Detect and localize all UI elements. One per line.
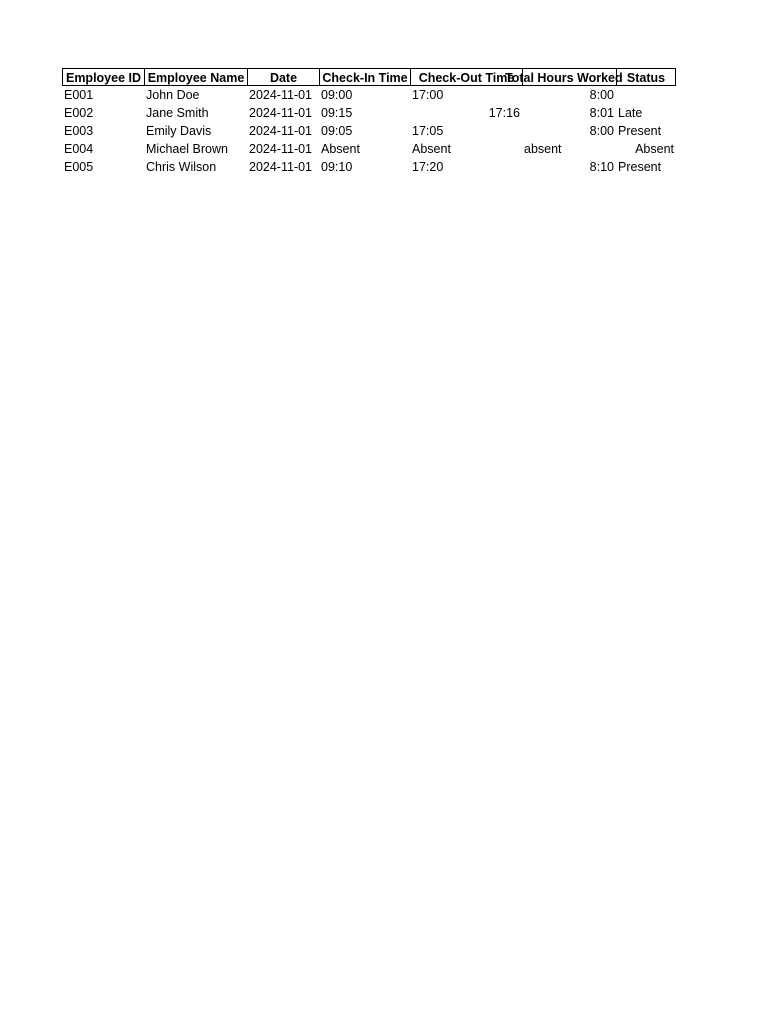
cell-date[interactable]: 2024-11-01	[249, 124, 313, 138]
cell-total-hours-worked[interactable]: 8:01	[589, 106, 614, 120]
cell-total-hours-worked[interactable]: 8:00	[589, 124, 614, 138]
cell-date[interactable]: 2024-11-01	[249, 160, 313, 174]
header-check-in-time[interactable]: Check-In Time	[319, 68, 410, 86]
cell-employee-name[interactable]: John Doe	[146, 88, 200, 102]
header-employee-id[interactable]: Employee ID	[62, 68, 144, 86]
cell-employee-name[interactable]: Emily Davis	[146, 124, 212, 138]
cell-check-in-time[interactable]: 09:05	[321, 124, 353, 138]
cell-check-out-time[interactable]: 17:00	[412, 88, 444, 102]
cell-check-in-time[interactable]: Absent	[321, 142, 360, 156]
cell-total-hours-worked[interactable]: 8:10	[589, 160, 614, 174]
cell-employee-id[interactable]: E004	[64, 142, 94, 156]
header-status[interactable]: Status	[616, 68, 676, 86]
cell-employee-id[interactable]: E002	[64, 106, 94, 120]
cell-check-out-time[interactable]: 17:05	[412, 124, 444, 138]
cell-check-out-time[interactable]: 17:20	[412, 160, 444, 174]
cell-date[interactable]: 2024-11-01	[249, 88, 313, 102]
cell-date[interactable]: 2024-11-01	[249, 106, 313, 120]
cell-employee-id[interactable]: E003	[64, 124, 94, 138]
cell-status[interactable]: Absent	[635, 142, 674, 156]
cell-check-in-time[interactable]: 09:10	[321, 160, 353, 174]
cell-employee-id[interactable]: E001	[64, 88, 94, 102]
header-check-out-time[interactable]: Check-Out Time	[410, 68, 522, 86]
cell-check-out-time[interactable]: Absent	[412, 142, 451, 156]
cell-employee-id[interactable]: E005	[64, 160, 94, 174]
cell-status[interactable]: Late	[618, 106, 643, 120]
cell-date[interactable]: 2024-11-01	[249, 142, 313, 156]
header-total-hours-worked[interactable]: Total Hours Worked	[522, 68, 616, 86]
header-employee-name[interactable]: Employee Name	[144, 68, 247, 86]
cell-check-out-extra[interactable]: 17:16	[488, 106, 520, 120]
cell-employee-name[interactable]: Chris Wilson	[146, 160, 217, 174]
cell-check-out-extra[interactable]: absent	[524, 142, 562, 156]
cell-total-hours-worked[interactable]	[522, 140, 616, 158]
cell-status[interactable]: Present	[618, 160, 662, 174]
cell-check-in-time[interactable]: 09:15	[321, 106, 353, 120]
cell-employee-name[interactable]: Jane Smith	[146, 106, 209, 120]
cell-total-hours-worked[interactable]: 8:00	[589, 88, 614, 102]
header-date[interactable]: Date	[247, 68, 319, 86]
cell-employee-name[interactable]: Michael Brown	[146, 142, 228, 156]
cell-check-in-time[interactable]: 09:00	[321, 88, 353, 102]
cell-status[interactable]	[616, 86, 676, 104]
cell-status[interactable]: Present	[618, 124, 662, 138]
